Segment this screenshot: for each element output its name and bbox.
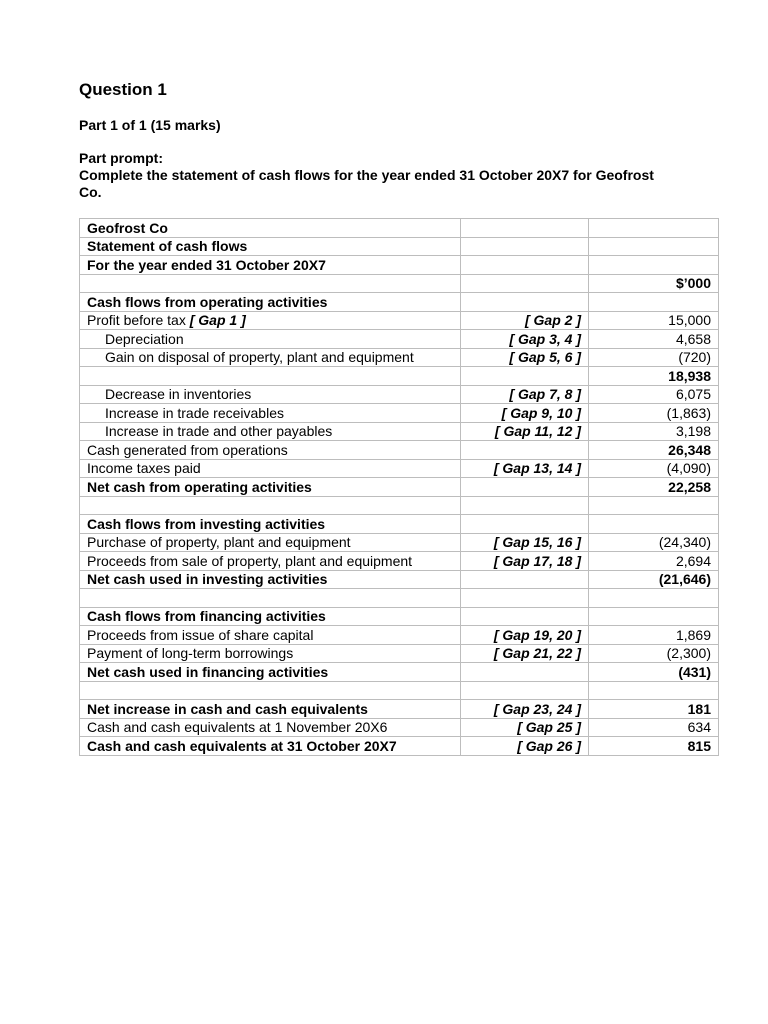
row-description	[80, 626, 461, 645]
row-description	[80, 700, 461, 719]
row-description-text: Cash flows from financing activities	[87, 608, 326, 625]
gap-reference: [ Gap 25 ]	[461, 718, 589, 737]
row-description	[80, 219, 461, 238]
statement-row	[80, 533, 719, 552]
row-description-text: Increase in trade and other payables	[105, 423, 333, 440]
statement-row	[80, 385, 719, 404]
amount-value	[589, 496, 719, 515]
statement-row	[80, 681, 719, 700]
gap-reference: [ Gap 23, 24 ]	[461, 700, 589, 719]
amount-value	[589, 515, 719, 534]
row-description-text: Payment of long-term borrowings	[87, 645, 294, 662]
part-prompt	[79, 150, 679, 201]
amount-value: (2,300)	[589, 644, 719, 663]
row-description	[80, 607, 461, 626]
row-description-text: Proceeds from sale of property, plant and equipment	[87, 552, 413, 569]
gap-reference	[461, 478, 589, 497]
gap-reference	[461, 293, 589, 312]
amount-value: 15,000	[589, 311, 719, 330]
row-description-text: Net increase in cash and cash equivalents	[87, 700, 368, 717]
amount-value	[589, 219, 719, 238]
row-description-text: Profit before tax	[87, 312, 186, 329]
row-description	[80, 533, 461, 552]
part-heading: Part 1 of 1 (15 marks)	[79, 117, 221, 133]
row-description	[80, 589, 461, 608]
amount-value: $’000	[589, 274, 719, 293]
amount-value: 181	[589, 700, 719, 719]
gap-reference	[461, 237, 589, 256]
amount-value: 26,348	[589, 441, 719, 460]
question-title: Question 1	[79, 80, 167, 99]
gap-reference: [ Gap 15, 16 ]	[461, 533, 589, 552]
amount-value	[589, 681, 719, 700]
gap-reference	[461, 607, 589, 626]
row-description-text: Cash and cash equivalents at 31 October 20X7	[87, 737, 397, 754]
statement-row	[80, 459, 719, 478]
amount-value	[589, 607, 719, 626]
statement-row	[80, 274, 719, 293]
statement-row	[80, 478, 719, 497]
gap-reference: [ Gap 5, 6 ]	[461, 348, 589, 367]
row-description	[80, 478, 461, 497]
row-description-text: Income taxes paid	[87, 460, 201, 477]
statement-row	[80, 607, 719, 626]
statement-row	[80, 496, 719, 515]
amount-value: (1,863)	[589, 404, 719, 423]
row-description-text: Cash flows from operating activities	[87, 293, 328, 310]
statement-row	[80, 589, 719, 608]
gap-reference: [ Gap 19, 20 ]	[461, 626, 589, 645]
amount-value: 634	[589, 718, 719, 737]
gap-reference: [ Gap 9, 10 ]	[461, 404, 589, 423]
row-description-text: Statement of cash flows	[87, 238, 248, 255]
statement-row	[80, 552, 719, 571]
statement-row	[80, 330, 719, 349]
statement-row	[80, 348, 719, 367]
row-description	[80, 644, 461, 663]
gap-reference	[461, 256, 589, 275]
gap-reference	[461, 274, 589, 293]
row-description	[80, 293, 461, 312]
gap-reference: [ Gap 26 ]	[461, 737, 589, 756]
prompt-text: Complete the statement of cash flows for the year ended 31 October 20X7 for Geofrost Co.	[79, 167, 654, 200]
gap-reference: [ Gap 21, 22 ]	[461, 644, 589, 663]
statement-row	[80, 718, 719, 737]
amount-value	[589, 256, 719, 275]
statement-row	[80, 700, 719, 719]
gap-reference	[461, 663, 589, 682]
statement-row	[80, 515, 719, 534]
row-description	[80, 718, 461, 737]
amount-value: 3,198	[589, 422, 719, 441]
row-description	[80, 274, 461, 293]
amount-value: 1,869	[589, 626, 719, 645]
row-description-text: For the year ended 31 October 20X7	[87, 256, 326, 273]
row-description	[80, 441, 461, 460]
statement-row	[80, 441, 719, 460]
row-description-text: Cash and cash equivalents at 1 November 20X6	[87, 719, 388, 736]
row-description-text: Decrease in inventories	[105, 386, 252, 403]
row-description	[80, 515, 461, 534]
gap-reference	[461, 367, 589, 386]
gap-reference: [ Gap 17, 18 ]	[461, 552, 589, 571]
row-description-text: Net cash used in financing activities	[87, 663, 329, 680]
statement-row	[80, 737, 719, 756]
cash-flow-statement-body	[80, 219, 719, 756]
row-description-text: Depreciation	[105, 330, 184, 347]
prompt-label: Part prompt:	[79, 150, 163, 166]
row-description	[80, 348, 461, 367]
row-description	[80, 552, 461, 571]
statement-row	[80, 237, 719, 256]
gap-reference: [ Gap 13, 14 ]	[461, 459, 589, 478]
row-description-text: Cash generated from operations	[87, 441, 288, 458]
amount-value: 6,075	[589, 385, 719, 404]
row-description-text: Proceeds from issue of share capital	[87, 626, 314, 643]
amount-value: (24,340)	[589, 533, 719, 552]
amount-value: (720)	[589, 348, 719, 367]
gap-reference	[461, 681, 589, 700]
row-description	[80, 422, 461, 441]
row-description	[80, 330, 461, 349]
row-description-text: Increase in trade receivables	[105, 404, 284, 421]
gap-reference: [ Gap 2 ]	[461, 311, 589, 330]
amount-value: 22,258	[589, 478, 719, 497]
row-description-text: Net cash used in investing activities	[87, 571, 328, 588]
statement-row	[80, 626, 719, 645]
statement-row	[80, 367, 719, 386]
amount-value: 815	[589, 737, 719, 756]
gap-reference: [ Gap 3, 4 ]	[461, 330, 589, 349]
gap-reference	[461, 570, 589, 589]
row-description-text: Cash flows from investing activities	[87, 515, 326, 532]
statement-row	[80, 311, 719, 330]
statement-row	[80, 256, 719, 275]
row-description	[80, 237, 461, 256]
row-description-text: Net cash from operating activities	[87, 478, 312, 495]
inline-gap-reference: [ Gap 1 ]	[189, 312, 246, 329]
amount-value: 2,694	[589, 552, 719, 571]
cash-flow-statement-table	[79, 218, 719, 756]
row-description	[80, 663, 461, 682]
gap-reference	[461, 219, 589, 238]
statement-row	[80, 293, 719, 312]
amount-value: 4,658	[589, 330, 719, 349]
statement-row	[80, 663, 719, 682]
statement-row	[80, 570, 719, 589]
row-description	[80, 311, 461, 330]
amount-value: (21,646)	[589, 570, 719, 589]
statement-row	[80, 422, 719, 441]
gap-reference: [ Gap 7, 8 ]	[461, 385, 589, 404]
amount-value	[589, 237, 719, 256]
statement-row	[80, 219, 719, 238]
statement-row	[80, 404, 719, 423]
amount-value: 18,938	[589, 367, 719, 386]
amount-value	[589, 293, 719, 312]
statement-row	[80, 644, 719, 663]
row-description-text: Geofrost Co	[87, 219, 168, 236]
gap-reference	[461, 441, 589, 460]
gap-reference	[461, 515, 589, 534]
row-description	[80, 367, 461, 386]
row-description	[80, 404, 461, 423]
row-description	[80, 496, 461, 515]
row-description	[80, 385, 461, 404]
row-description	[80, 256, 461, 275]
row-description	[80, 459, 461, 478]
gap-reference	[461, 589, 589, 608]
gap-reference	[461, 496, 589, 515]
row-description	[80, 570, 461, 589]
amount-value: (4,090)	[589, 459, 719, 478]
amount-value: (431)	[589, 663, 719, 682]
amount-value	[589, 589, 719, 608]
row-description	[80, 737, 461, 756]
gap-reference: [ Gap 11, 12 ]	[461, 422, 589, 441]
row-description-text: Gain on disposal of property, plant and equipment	[105, 349, 414, 366]
row-description-text: Purchase of property, plant and equipment	[87, 534, 351, 551]
row-description	[80, 681, 461, 700]
